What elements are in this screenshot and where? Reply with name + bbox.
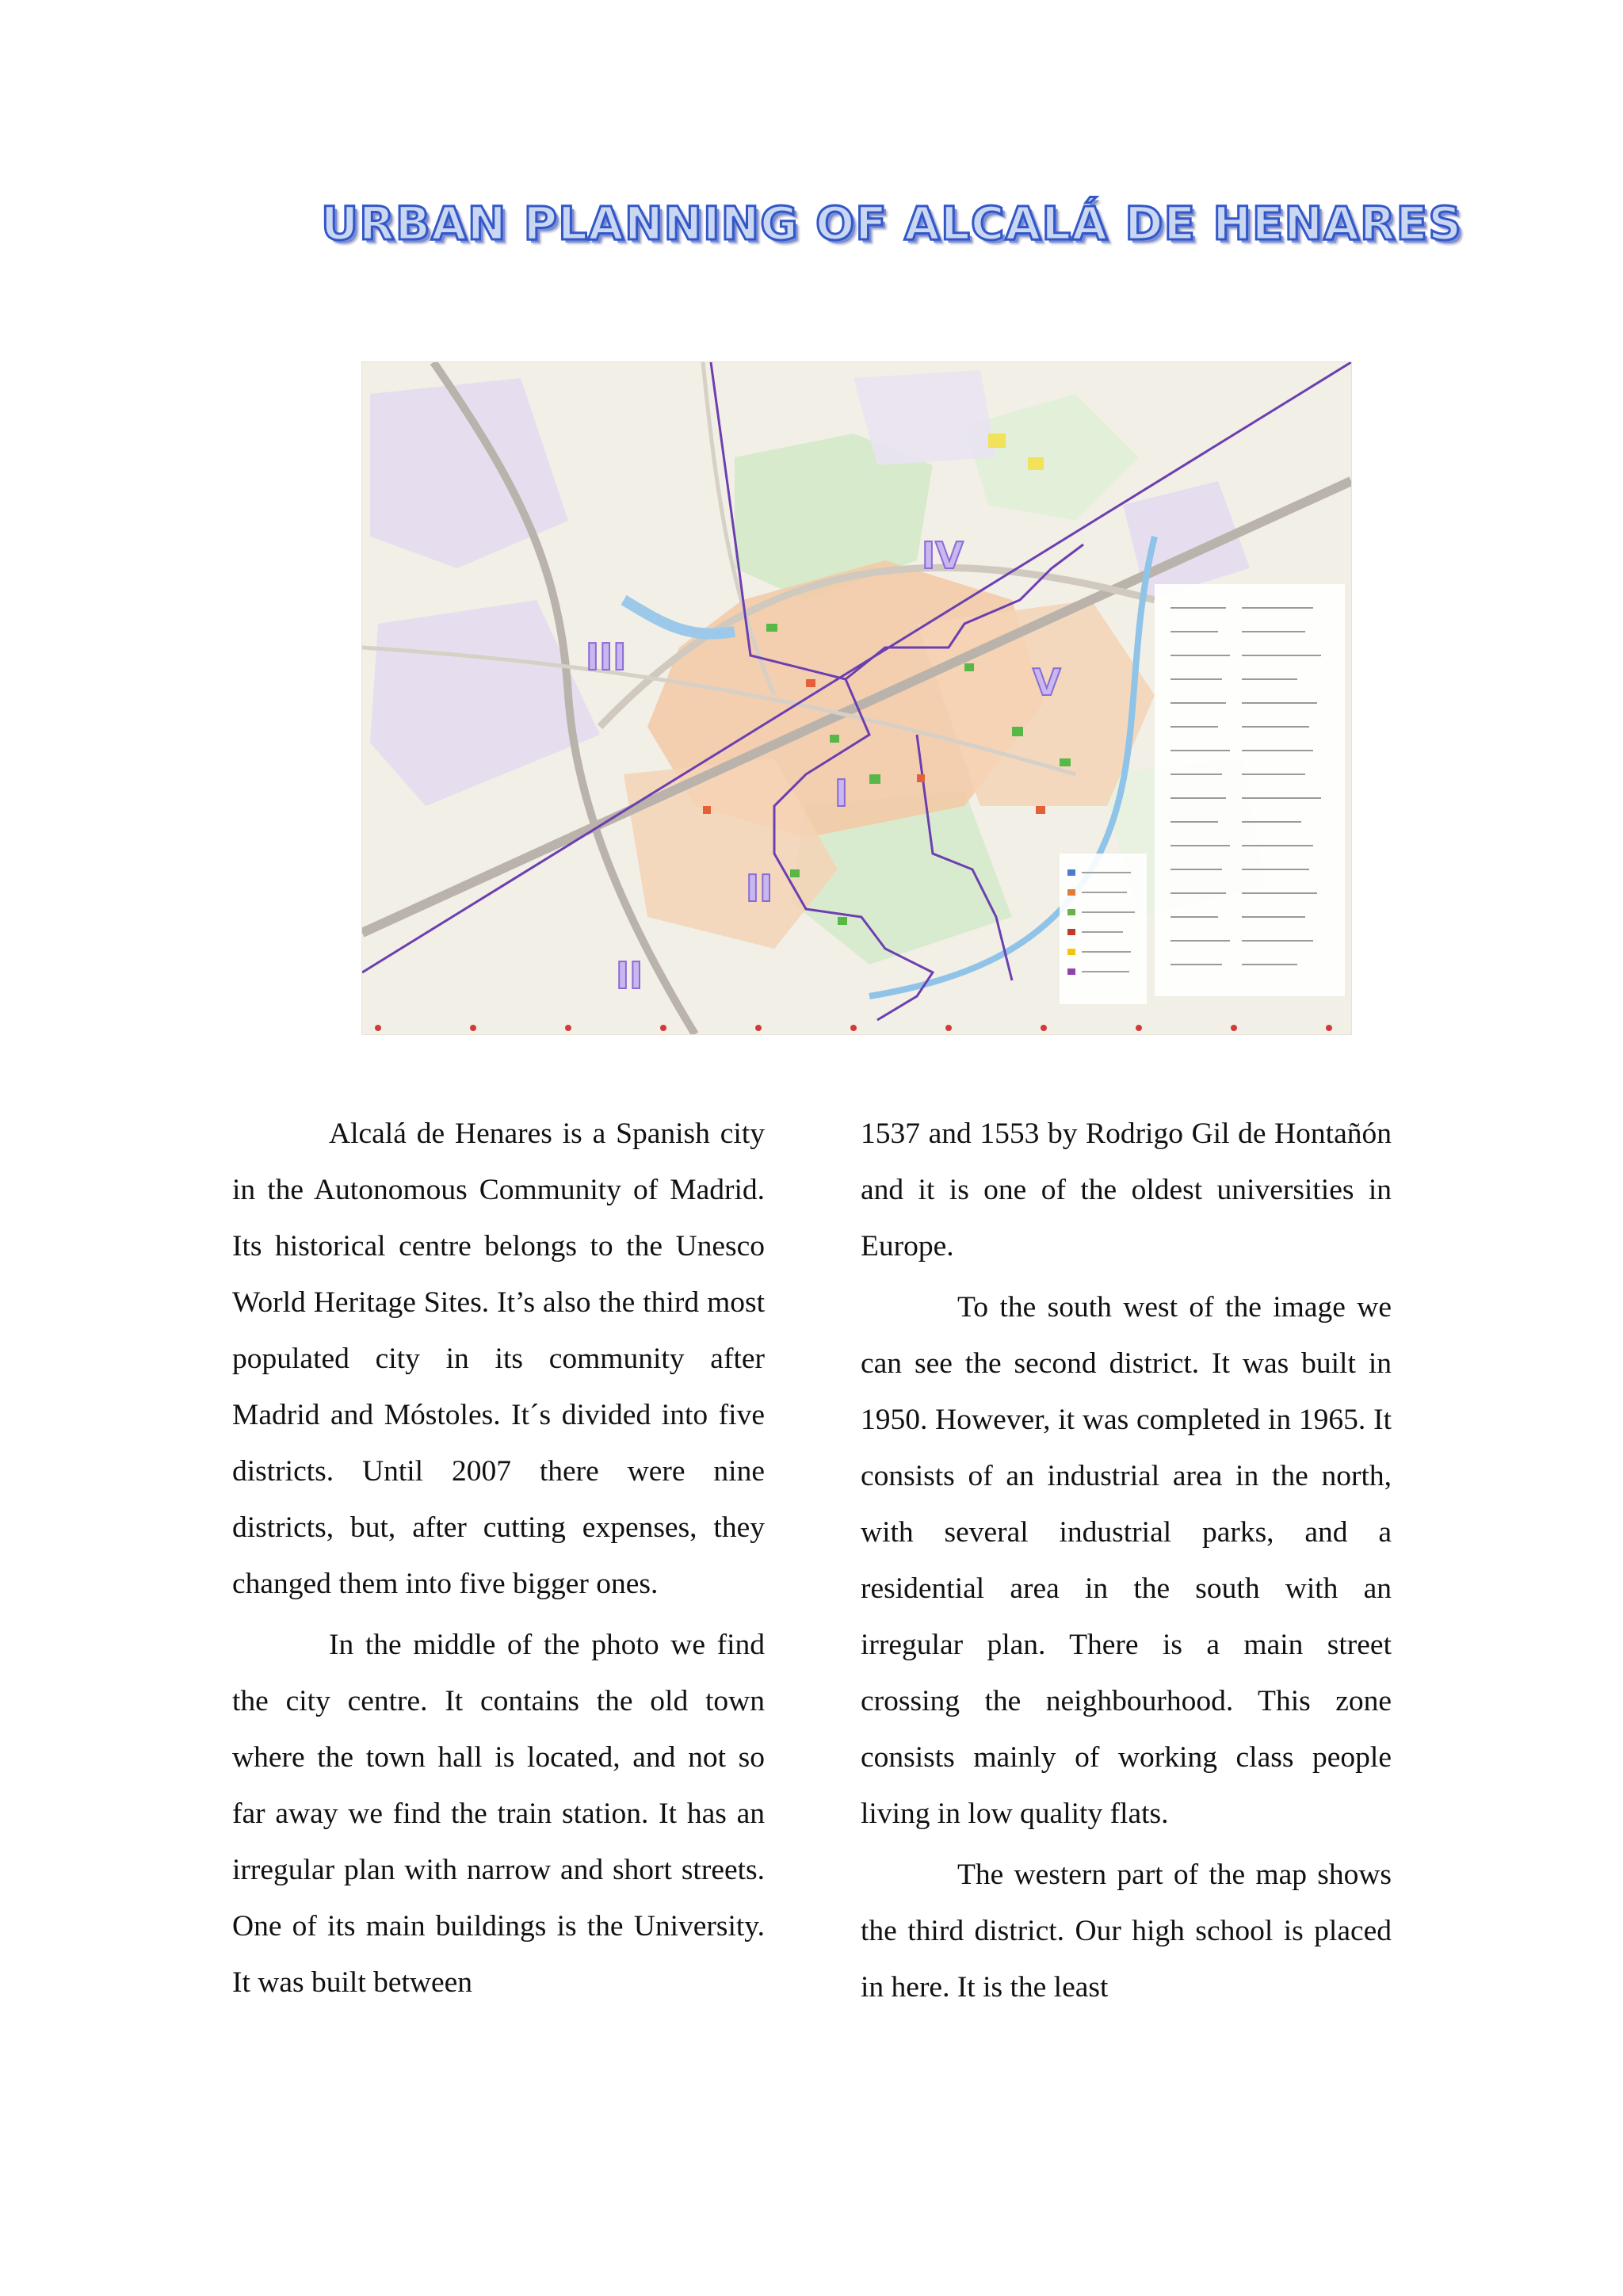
- district-label-ii-secondary: II: [746, 867, 773, 910]
- paragraph-city-centre: In the middle of the photo we find the city centre. It contains the old town where the town hall is located, and not so far away we find the train station. It has an irregular plan with narrow and short streets. One of its main buildings is the University. It was built between: [232, 1629, 765, 1999]
- paragraph-third-district: The western part of the map shows the third district. Our high school is placed in here. It is the least: [861, 1859, 1392, 2004]
- paragraph-intro: Alcalá de Henares is a Spanish city in the Autonomous Community of Madrid. Its historical centre belongs to the Unesco World Heritage Sites. It’s also the third most populated city in its community after Madrid and Móstoles. It´s divided into five districts. Until 2007 there were nine districts, but, after cutting expenses, they changed them into five bigger ones.: [232, 1117, 765, 1600]
- district-label-iii: III: [586, 636, 627, 678]
- page-title: URBAN PLANNING OF ALCALÁ DE HENARES: [321, 197, 1462, 250]
- district-label-v: V: [1033, 661, 1061, 704]
- paragraph-university-continued: 1537 and 1553 by Rodrigo Gil de Hontañón and it is one of the oldest universities in Europe.: [861, 1117, 1392, 1263]
- left-column: [232, 1106, 765, 2015]
- district-label-ii: II: [616, 954, 643, 997]
- right-column: [861, 1106, 1392, 2020]
- paragraph-second-district: To the south west of the image we can see the second district. It was built in 1950. However, it was completed in 1965. It consists of an industrial area in the north, with several industrial parks, and a residential area in the south with an irregular plan. There is a main street crossing the neighbourhood. This zone consists mainly of working class people living in low quality flats.: [861, 1291, 1392, 1830]
- district-label-i: I: [834, 772, 849, 815]
- district-map: [361, 361, 1352, 1035]
- district-label-iv: IV: [922, 534, 964, 577]
